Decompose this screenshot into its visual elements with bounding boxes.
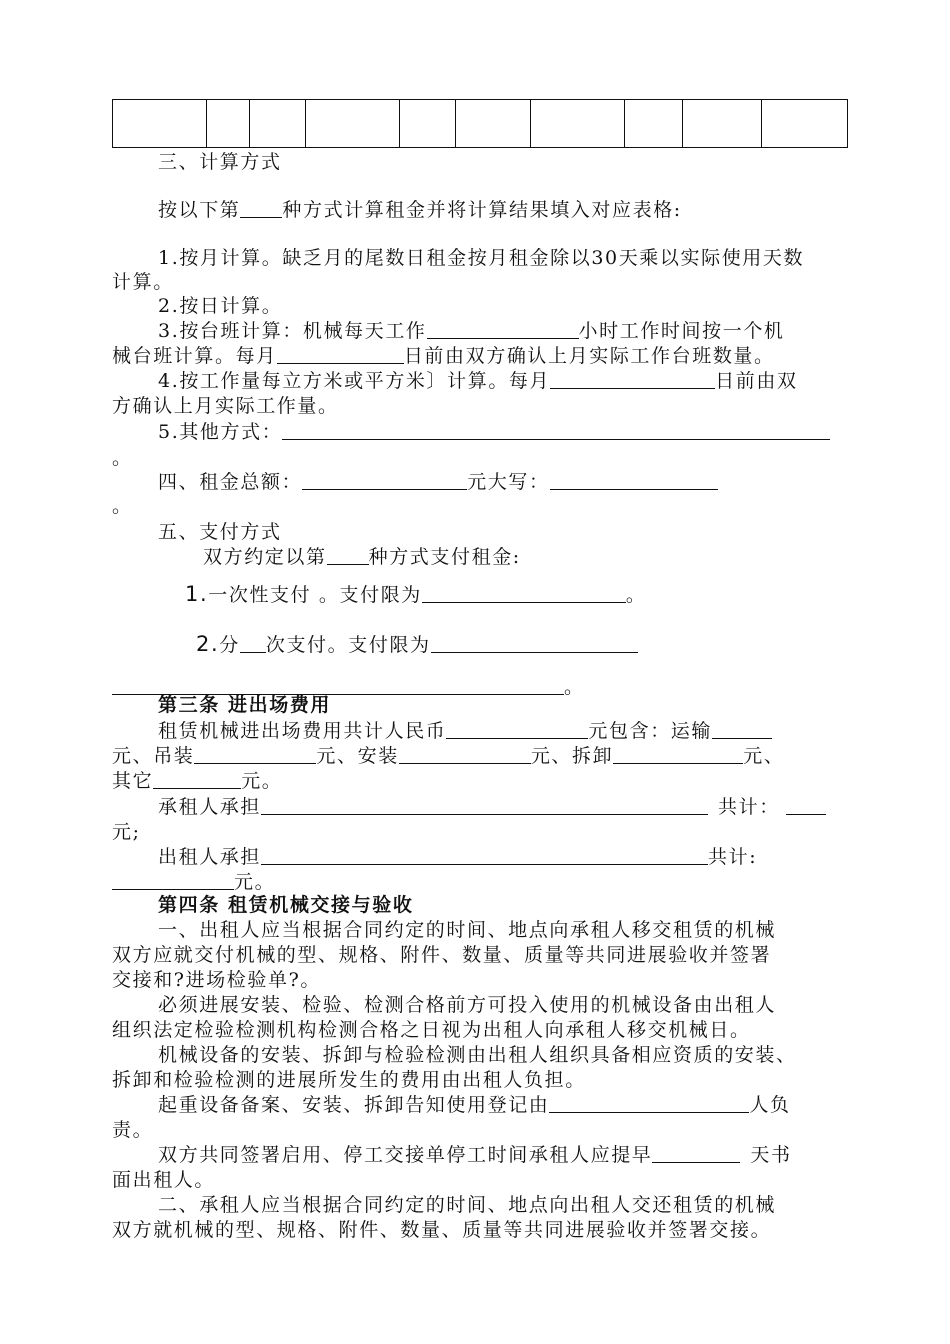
rent-total-uppercase-label: 元大写： [467, 471, 550, 493]
option-2-number: 2. [196, 632, 220, 656]
table-cell [456, 100, 531, 148]
calc-method-intro [158, 198, 682, 222]
option-2-text-a: 分 [219, 634, 240, 656]
lump-sum-limit-blank[interactable] [422, 584, 626, 603]
table-cell [625, 100, 683, 148]
lessee-bears-line [158, 795, 826, 819]
option-1-number: 1. [185, 582, 209, 606]
fee-total-blank[interactable] [446, 720, 588, 739]
method-number-blank[interactable] [240, 199, 282, 218]
other-fee-label: 其它 [112, 770, 154, 792]
method-3-line1 [158, 319, 785, 343]
article-4-para4-line1 [158, 1093, 791, 1117]
rental-table-bottom-row [112, 99, 848, 148]
entry-exit-fee-line3 [112, 769, 282, 793]
method-2: 2.按日计算。 [158, 295, 283, 317]
article-4-para6-line2: 双方就机械的型、规格、附件、数量、质量等共同进展验收并签署交接。 [112, 1219, 772, 1241]
method-4-text-a: 4.按工作量每立方米或平方米〕计算。每月 [158, 370, 551, 392]
method-3-text-b: 小时工作时间按一个机 [578, 320, 785, 342]
entry-exit-fee-line2 [112, 744, 784, 768]
rent-total-line [158, 470, 718, 494]
table-cell [683, 100, 762, 148]
fee-unit-label: 元、 [743, 745, 785, 767]
method-4-text-b: 日前由双 [715, 370, 798, 392]
intro-text-a: 按以下第 [158, 199, 241, 221]
registration-text: 起重设备备案、安装、拆卸告知使用登记由 [158, 1094, 550, 1116]
fee-includes-label: 元包含：运输 [588, 720, 713, 742]
method-5-period: 。 [112, 447, 133, 469]
workload-confirm-day-blank[interactable] [550, 370, 715, 389]
method-3-line2 [112, 344, 775, 368]
method-1-line1: 1.按月计算。缺乏月的尾数日租金按月租金除以30天乘以实际使用天数 [158, 247, 805, 269]
table-cell [531, 100, 625, 148]
option-1-text: 一次性支付 。支付限为 [208, 584, 422, 606]
dismantling-fee-blank[interactable] [613, 745, 743, 764]
article-4-para5-line2: 面出租人。 [112, 1169, 216, 1191]
lessor-total-label: 共计: [708, 846, 758, 868]
method-4-line2: 方确认上月实际工作量。 [112, 395, 339, 417]
shift-confirm-day-blank[interactable] [277, 345, 404, 364]
advance-notice-days-blank[interactable] [652, 1144, 740, 1163]
other-fee-unit: 元。 [241, 770, 283, 792]
option-1-period: 。 [625, 584, 647, 606]
payment-method-number-blank[interactable] [327, 546, 369, 565]
registration-text-end: 人负 [749, 1094, 791, 1116]
article-3-heading: 第三条 进出场费用 [158, 694, 332, 716]
hoisting-fee-blank[interactable] [194, 745, 316, 764]
registration-responsible-blank[interactable] [549, 1094, 749, 1113]
article-4-para1-line3: 交接和?进场检验单?。 [112, 969, 321, 991]
dismantling-label: 元、拆卸 [530, 745, 614, 767]
rent-total-period: 。 [112, 495, 133, 517]
article-4-para2-line2: 组织法定检验检测机构检测合格之日视为出租人向承租人移交机械日。 [112, 1019, 751, 1041]
installment-count-blank[interactable] [240, 634, 266, 653]
rent-total-amount-blank[interactable] [302, 471, 467, 490]
suspension-text-end: 天书 [750, 1144, 792, 1166]
table-cell [762, 100, 848, 148]
method-4-line1 [158, 369, 798, 393]
lessee-bears-blank[interactable] [261, 796, 708, 815]
payment-agreement [203, 545, 521, 569]
article-4-para1-line2: 双方应就交付机械的型、规格、附件、数量、质量等共同进展验收并签署 [112, 944, 772, 966]
article-4-heading: 第四条 租赁机械交接与验收 [158, 894, 414, 916]
table-cell [207, 100, 250, 148]
payment-option-1 [185, 582, 647, 607]
installation-fee-blank[interactable] [399, 745, 531, 764]
rent-total-label: 四、租金总额： [158, 471, 303, 493]
other-fee-blank[interactable] [153, 770, 241, 789]
installation-label: 元、安装 [316, 745, 399, 767]
table-cell [400, 100, 456, 148]
method-3-text-c: 械台班计算。每月 [112, 345, 277, 367]
method-5-label: 5.其他方式： [158, 421, 283, 443]
lessee-total-label: 共计： [718, 796, 780, 818]
daily-hours-blank[interactable] [427, 320, 579, 339]
payment-option-2 [196, 632, 638, 657]
lessor-total-blank[interactable] [112, 871, 234, 890]
lessor-bears-label: 出租人承担 [158, 846, 262, 868]
method-3-text-a: 3.按台班计算：机械每天工作 [158, 320, 427, 342]
section-5-heading: 五、支付方式 [158, 521, 282, 543]
lessor-bears-line [158, 845, 757, 869]
article-4-para1-line1: 一、出租人应当根据合同约定的时间、地点向承租人移交租赁的机械 [158, 919, 777, 941]
article-4-para3-line2: 拆卸和检验检测的进展所发生的费用由出租人负担。 [112, 1069, 586, 1091]
payment-agree-text-a: 双方约定以第 [203, 546, 327, 568]
hoisting-label: 元、吊装 [112, 745, 195, 767]
option-2-text-b: 次支付。支付限为 [265, 634, 431, 656]
article-4-para6-line1: 二、承租人应当根据合同约定的时间、地点向出租人交还租赁的机械 [158, 1194, 777, 1216]
payment-agree-text-b: 种方式支付租金: [368, 546, 521, 568]
article-4-para2-line1: 必须进展安装、检验、检测合格前方可投入使用的机械设备由出租人 [158, 994, 777, 1016]
table-cell [113, 100, 207, 148]
article-4-para5-line1 [158, 1143, 792, 1167]
table-cell [306, 100, 400, 148]
option-2-period: 。 [564, 676, 585, 698]
intro-text-b: 种方式计算租金并将计算结果填入对应表格: [282, 199, 682, 221]
article-4-para4-line2: 责。 [112, 1119, 154, 1141]
lessor-bears-blank[interactable] [261, 846, 708, 865]
lessor-total-line [112, 870, 275, 894]
suspension-text: 双方共同签署启用、停工交接单停工时间承租人应提早 [158, 1144, 653, 1166]
entry-exit-fee-line1 [158, 719, 772, 743]
transport-fee-blank[interactable] [712, 720, 772, 739]
lessor-total-unit: 元。 [234, 871, 276, 893]
lessee-bears-label: 承租人承担 [158, 796, 262, 818]
rent-total-uppercase-blank[interactable] [550, 471, 718, 490]
lessee-total-blank[interactable] [786, 796, 826, 815]
method-5 [158, 420, 830, 444]
table-row [113, 100, 848, 148]
lessee-total-unit: 元; [112, 821, 141, 843]
other-method-blank[interactable] [282, 421, 830, 440]
article-4-para3-line1: 机械设备的安装、拆卸与检验检测由出租人组织具备相应资质的安装、 [158, 1044, 797, 1066]
method-1-line2: 计算。 [112, 271, 174, 293]
fee-total-label: 租赁机械进出场费用共计人民币 [158, 720, 447, 742]
installment-limit-blank[interactable] [431, 634, 638, 653]
table-cell [250, 100, 306, 148]
section-3-heading: 三、计算方式 [158, 151, 282, 173]
method-3-text-d: 日前由双方确认上月实际工作台班数量。 [403, 345, 775, 367]
